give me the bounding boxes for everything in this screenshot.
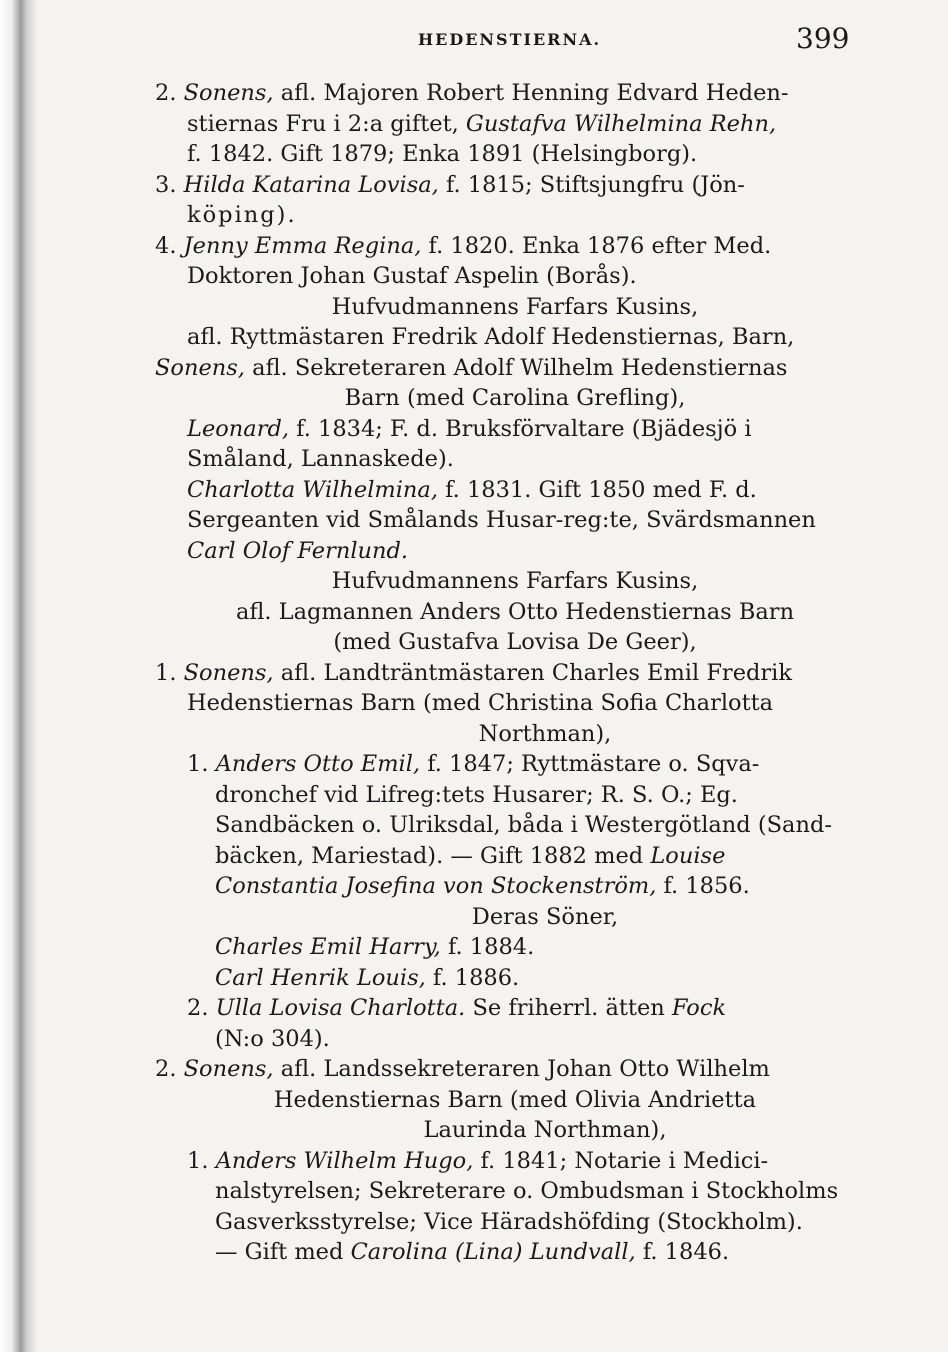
text-segment: Charlotta Wilhelmina, — [187, 476, 438, 503]
text-segment: dronchef vid Lifreg:tets Husarer; R. S. O.; Eg. — [215, 781, 738, 808]
text-line — [155, 1054, 875, 1085]
text-segment: Deras Söner, — [471, 903, 619, 930]
text-segment: Småland, Lannaskede). — [187, 446, 454, 472]
text-segment: Louise — [650, 842, 726, 869]
text-line — [155, 1115, 875, 1146]
text-segment: Charles Emil Harry, — [215, 934, 441, 960]
text-line — [155, 566, 875, 597]
text-line — [155, 810, 875, 841]
text-segment: Sonens, — [183, 80, 274, 106]
text-segment: Hufvudmannens Farfars Kusins, — [331, 568, 699, 594]
text-segment: Sonens, — [155, 354, 245, 381]
text-segment: Gustafva Wilhelmina Rehn, — [465, 110, 777, 137]
text-segment: stiernas Fru i 2:a giftet, — [187, 110, 466, 137]
text-segment: Leonard, — [187, 415, 290, 442]
text-segment: Hufvudmannens Farfars Kusins, — [331, 293, 699, 320]
text-line — [155, 627, 875, 658]
text-segment: (med Gustafva Lovisa De Geer), — [333, 629, 697, 655]
text-line — [155, 993, 875, 1024]
text-segment: 1. — [187, 751, 216, 777]
text-segment: Se friherrl. ätten — [465, 995, 672, 1021]
text-segment: Carolina (Lina) Lundvall, — [350, 1239, 636, 1265]
text-line — [155, 932, 875, 963]
text-segment: 3. — [155, 171, 184, 198]
text-line — [155, 597, 875, 628]
text-segment: f. 1847; Ryttmästare o. Sqva- — [420, 751, 760, 777]
running-title: HEDENSTIERNA. — [418, 30, 602, 49]
book-page — [38, 0, 948, 1352]
text-line — [155, 353, 875, 384]
text-segment: f. 1842. Gift 1879; Enka 1891 (Helsingborg). — [187, 141, 698, 167]
text-segment: 2. — [187, 995, 216, 1021]
text-segment: f. 1856. — [656, 873, 750, 899]
text-segment: köping). — [187, 202, 297, 228]
text-segment: Sonens, — [183, 659, 274, 686]
page-header — [38, 18, 948, 58]
text-line — [155, 536, 875, 567]
text-line — [155, 1024, 875, 1055]
text-segment: nalstyrelsen; Sekreterare o. Ombudsman i Stockholms — [215, 1178, 839, 1204]
text-line — [155, 902, 875, 933]
text-segment: — Gift med — [215, 1239, 351, 1265]
text-line — [155, 719, 875, 750]
text-line — [155, 322, 875, 353]
text-line — [155, 200, 875, 231]
text-line — [155, 963, 875, 994]
text-line — [155, 414, 875, 445]
text-segment: afl. Landträntmästaren Charles Emil Fredrik — [273, 659, 792, 686]
text-segment: f. 1831. Gift 1850 med F. d. — [437, 476, 757, 503]
text-segment: f. 1815; Stiftsjungfru (Jön- — [438, 171, 745, 198]
text-line — [155, 658, 875, 689]
text-segment: Hilda Katarina Lovisa, — [183, 171, 439, 198]
text-segment: f. 1884. — [440, 934, 535, 960]
text-line — [155, 1237, 875, 1268]
text-segment: Northman), — [478, 720, 612, 747]
text-segment: Hedenstiernas Barn (med Christina Sofia Charlotta — [187, 690, 774, 716]
text-line — [155, 1176, 875, 1207]
text-segment: Constantia Josefina von Stockenström, — [215, 873, 657, 899]
text-line — [155, 688, 875, 719]
text-segment: bäcken, Mariestad). — Gift 1882 med — [215, 842, 651, 869]
text-segment: Doktoren Johan Gustaf Aspelin (Borås). — [187, 263, 637, 289]
text-segment: afl. Sekreteraren Adolf Wilhelm Hedenstiernas — [244, 354, 788, 381]
text-line — [155, 444, 875, 475]
text-segment: Anders Otto Emil, — [215, 751, 421, 777]
text-segment: Sonens, — [183, 1056, 274, 1082]
text-segment: afl. Ryttmästaren Fredrik Adolf Hedenstiernas, Barn, — [187, 324, 795, 350]
text-segment: 4. — [155, 232, 184, 259]
text-line — [155, 170, 875, 201]
text-segment: 1. — [155, 659, 184, 686]
text-line — [155, 78, 875, 109]
text-segment: Barn (med Carolina Grefling), — [344, 385, 686, 411]
text-segment: Sergeanten vid Smålands Husar-reg:te, Svärdsmannen — [187, 507, 816, 533]
text-segment: Hedenstiernas Barn (med Olivia Andrietta — [273, 1086, 757, 1113]
text-line — [155, 871, 875, 902]
text-segment: (N:o 304). — [215, 1025, 330, 1052]
text-line — [155, 780, 875, 811]
genealogy-text — [155, 78, 875, 1268]
text-line — [155, 1146, 875, 1177]
text-segment: f. 1886. — [425, 964, 520, 991]
text-line — [155, 292, 875, 323]
text-segment: f. 1846. — [635, 1239, 730, 1265]
text-line — [155, 261, 875, 292]
text-line — [155, 139, 875, 170]
text-segment: Laurinda Northman), — [423, 1117, 667, 1143]
text-segment: 2. — [155, 80, 184, 106]
text-segment: f. 1834; F. d. Bruksförvaltare (Bjädesjö i — [289, 415, 752, 442]
text-segment: Fock — [671, 995, 727, 1021]
text-segment: Carl Olof Fernlund. — [187, 537, 409, 564]
text-segment: f. 1820. Enka 1876 efter Med. — [421, 232, 772, 259]
page-gutter-shadow — [0, 0, 38, 1352]
text-segment: Jenny Emma Regina, — [183, 232, 422, 259]
text-line — [155, 109, 875, 140]
text-segment: Ulla Lovisa Charlotta. — [215, 995, 466, 1021]
text-segment: f. 1841; Notarie i Medici- — [473, 1147, 769, 1174]
text-segment: Carl Henrik Louis, — [215, 964, 426, 991]
text-segment: Sandbäcken o. Ulriksdal, båda i Westergötland (Sand- — [215, 812, 832, 838]
text-line — [155, 475, 875, 506]
text-line — [155, 383, 875, 414]
text-line — [155, 231, 875, 262]
text-line — [155, 841, 875, 872]
text-segment: 1. — [187, 1147, 216, 1174]
text-segment: Anders Wilhelm Hugo, — [215, 1147, 474, 1174]
text-line — [155, 1085, 875, 1116]
text-segment: afl. Lagmannen Anders Otto Hedenstiernas Barn — [235, 598, 795, 625]
page-number: 399 — [796, 22, 850, 55]
text-segment: Gasverksstyrelse; Vice Häradshöfding (Stockholm). — [215, 1208, 803, 1235]
text-line — [155, 505, 875, 536]
text-segment: afl. Landssekreteraren Johan Otto Wilhelm — [273, 1056, 770, 1082]
text-line — [155, 749, 875, 780]
text-segment: 2. — [155, 1056, 184, 1082]
text-segment: afl. Majoren Robert Henning Edvard Heden- — [273, 80, 789, 106]
text-line — [155, 1207, 875, 1238]
